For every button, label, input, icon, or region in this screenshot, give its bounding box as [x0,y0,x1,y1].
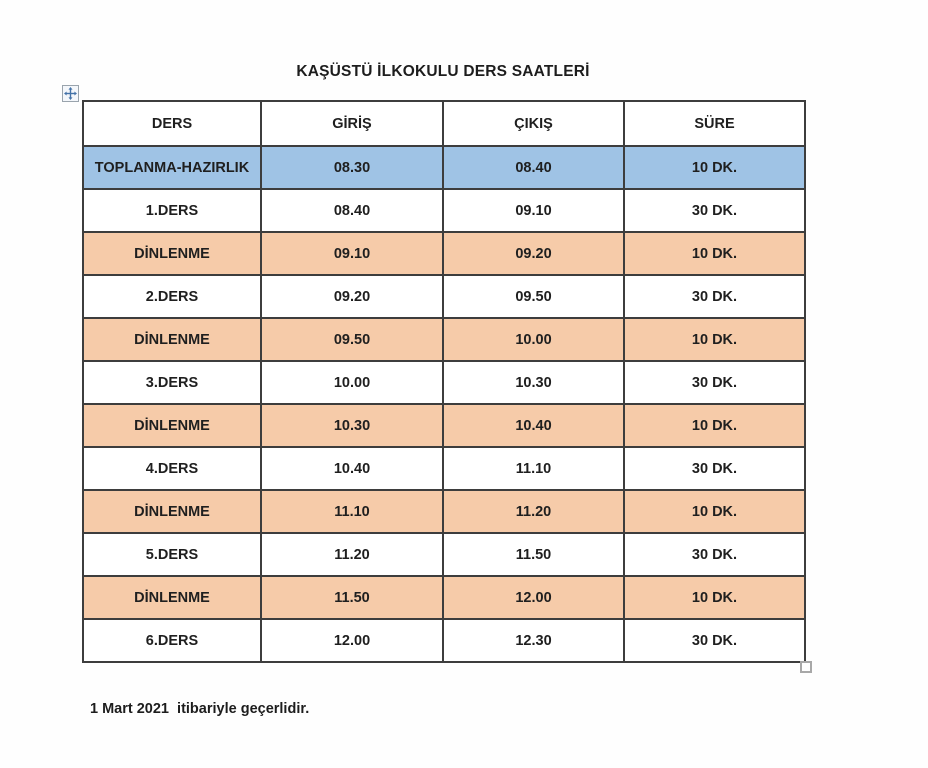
cell-giris: 10.30 [261,404,443,447]
cell-ders: 4.DERS [83,447,261,490]
cell-sure: 10 DK. [624,490,805,533]
table-header-row [83,101,805,146]
validity-note: 1 Mart 2021 itibariyle geçerlidir. [90,701,310,717]
cell-sure: 10 DK. [624,576,805,619]
cell-sure: 30 DK. [624,275,805,318]
cell-ders: TOPLANMA-HAZIRLIK [83,146,261,189]
table-row [83,576,805,619]
schedule-table [82,100,806,663]
cell-ders: 2.DERS [83,275,261,318]
column-header-sure: SÜRE [624,101,805,146]
table-resize-handle[interactable] [800,661,812,673]
cell-sure: 30 DK. [624,447,805,490]
cell-giris: 09.20 [261,275,443,318]
cell-ders: 6.DERS [83,619,261,662]
cell-cikis: 09.20 [443,232,624,275]
cell-giris: 09.10 [261,232,443,275]
table-row [83,146,805,189]
table-row [83,619,805,662]
table-row [83,447,805,490]
table-row [83,232,805,275]
cell-giris: 08.40 [261,189,443,232]
table-row [83,361,805,404]
table-row [83,533,805,576]
cell-cikis: 09.50 [443,275,624,318]
cell-ders: DİNLENME [83,576,261,619]
cell-ders: 1.DERS [83,189,261,232]
schedule-table-body [83,146,805,662]
cell-ders: DİNLENME [83,232,261,275]
table-row [83,275,805,318]
cell-giris: 11.50 [261,576,443,619]
table-move-handle[interactable] [62,85,79,102]
cell-cikis: 12.00 [443,576,624,619]
cell-giris: 08.30 [261,146,443,189]
cell-sure: 10 DK. [624,146,805,189]
table-row [83,318,805,361]
column-header-cikis: ÇIKIŞ [443,101,624,146]
cell-ders: DİNLENME [83,490,261,533]
cell-ders: DİNLENME [83,404,261,447]
cell-sure: 10 DK. [624,404,805,447]
cell-ders: DİNLENME [83,318,261,361]
page-title: KAŞÜSTÜ İLKOKULU DERS SAATLERİ [296,63,590,80]
cell-giris: 10.40 [261,447,443,490]
cell-giris: 10.00 [261,361,443,404]
table-row [83,189,805,232]
cell-ders: 3.DERS [83,361,261,404]
cell-cikis: 08.40 [443,146,624,189]
cell-sure: 10 DK. [624,318,805,361]
cell-cikis: 10.40 [443,404,624,447]
cell-sure: 10 DK. [624,232,805,275]
cell-giris: 09.50 [261,318,443,361]
cell-sure: 30 DK. [624,189,805,232]
cell-cikis: 11.10 [443,447,624,490]
cell-cikis: 10.30 [443,361,624,404]
move-arrows-icon [64,87,77,100]
cell-sure: 30 DK. [624,619,805,662]
table-row [83,490,805,533]
cell-cikis: 12.30 [443,619,624,662]
cell-cikis: 11.50 [443,533,624,576]
cell-giris: 11.10 [261,490,443,533]
cell-sure: 30 DK. [624,533,805,576]
cell-giris: 12.00 [261,619,443,662]
cell-cikis: 11.20 [443,490,624,533]
cell-giris: 11.20 [261,533,443,576]
column-header-giris: GİRİŞ [261,101,443,146]
column-header-ders: DERS [83,101,261,146]
cell-cikis: 10.00 [443,318,624,361]
cell-ders: 5.DERS [83,533,261,576]
cell-cikis: 09.10 [443,189,624,232]
table-row [83,404,805,447]
cell-sure: 30 DK. [624,361,805,404]
